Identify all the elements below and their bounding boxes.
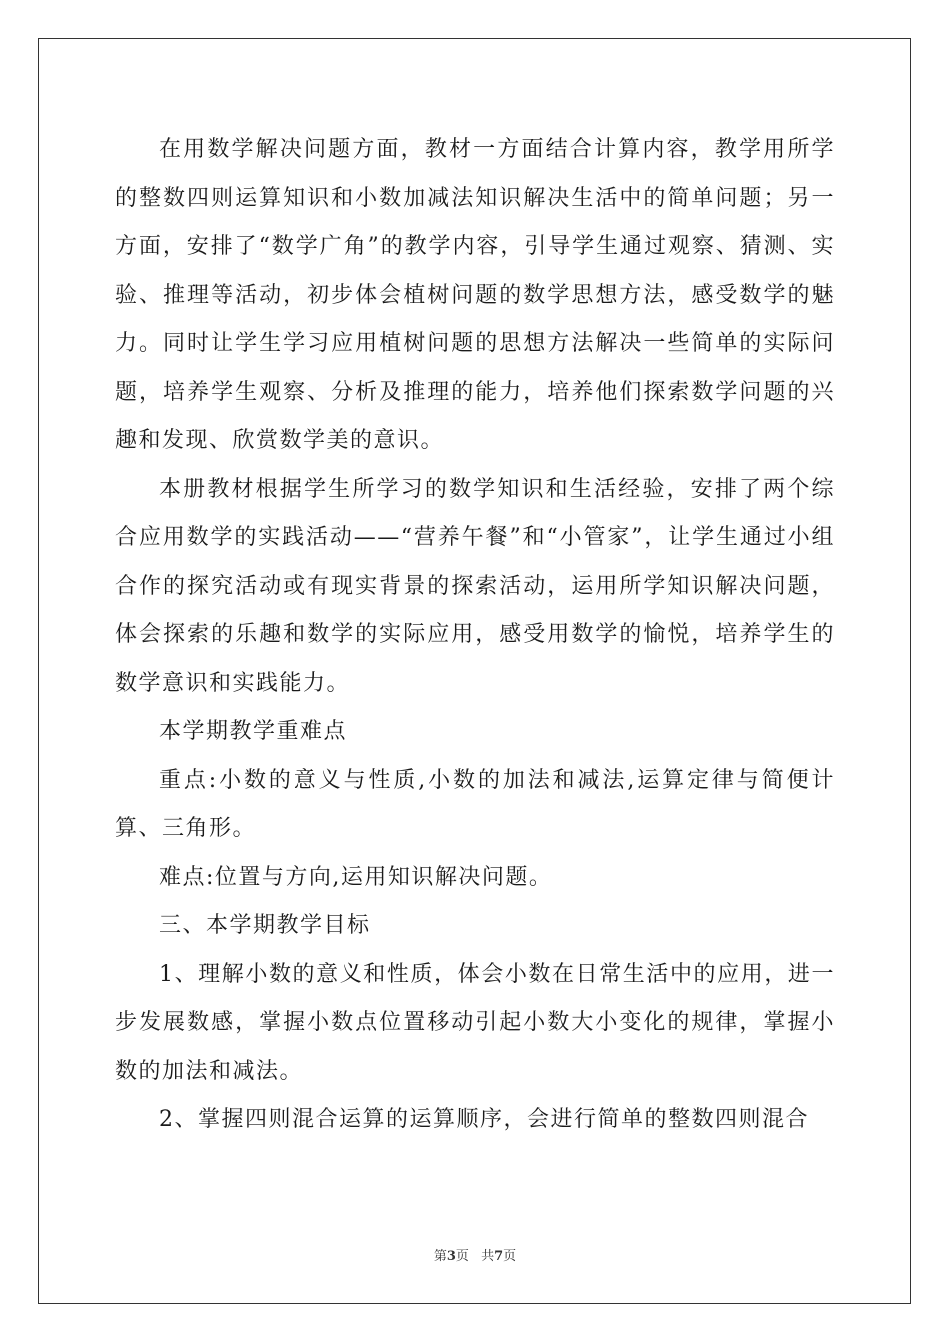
heading-teaching-goals: 三、本学期教学目标	[159, 913, 371, 938]
page-total: 共7页	[481, 1249, 517, 1264]
paragraph-practice-activities: 本册教材根据学生所学习的数学知识和生活经验，安排了两个综合应用数学的实践活动——“营养午餐”和“小管家”，让学生通过小组合作的探究活动或有现实背景的探索活动，运用所学知识解决问题，体会探索的乐趣和数学的实际应用，感受用数学的愉悦，培养学生的数学意识和实践能力。	[115, 476, 835, 696]
document-body	[115, 126, 835, 1145]
page-footer	[0, 1245, 950, 1264]
paragraph-problem-solving: 在用数学解决问题方面，教材一方面结合计算内容，教学用所学的整数四则运算知识和小数加减法知识解决生活中的简单问题；另一方面，安排了“数学广角”的教学内容，引导学生通过观察、猜测、实验、推理等活动，初步体会植树问题的数学思想方法，感受数学的魅力。同时让学生学习应用植树问题的思想方法解决一些简单的实际问题，培养学生观察、分析及推理的能力，培养他们探索数学问题的兴趣和发现、欣赏数学美的意识。	[115, 137, 835, 453]
paragraph-difficult-points: 难点:位置与方向,运用知识解决问题。	[159, 864, 553, 890]
page-number: 第3页	[433, 1249, 469, 1264]
paragraph-goal-2: 2、掌握四则混合运算的运算顺序，会进行简单的整数四则混合	[159, 1107, 809, 1132]
paragraph-goal-1: 1、理解小数的意义和性质，体会小数在日常生活中的应用，进一步发展数感，掌握小数点位置移动引起小数大小变化的规律，掌握小数的加法和减法。	[115, 961, 835, 1084]
paragraph-key-points: 重点:小数的意义与性质,小数的加法和减法,运算定律与简便计算、三角形。	[115, 767, 835, 841]
heading-key-difficulties: 本学期教学重难点	[159, 719, 348, 744]
